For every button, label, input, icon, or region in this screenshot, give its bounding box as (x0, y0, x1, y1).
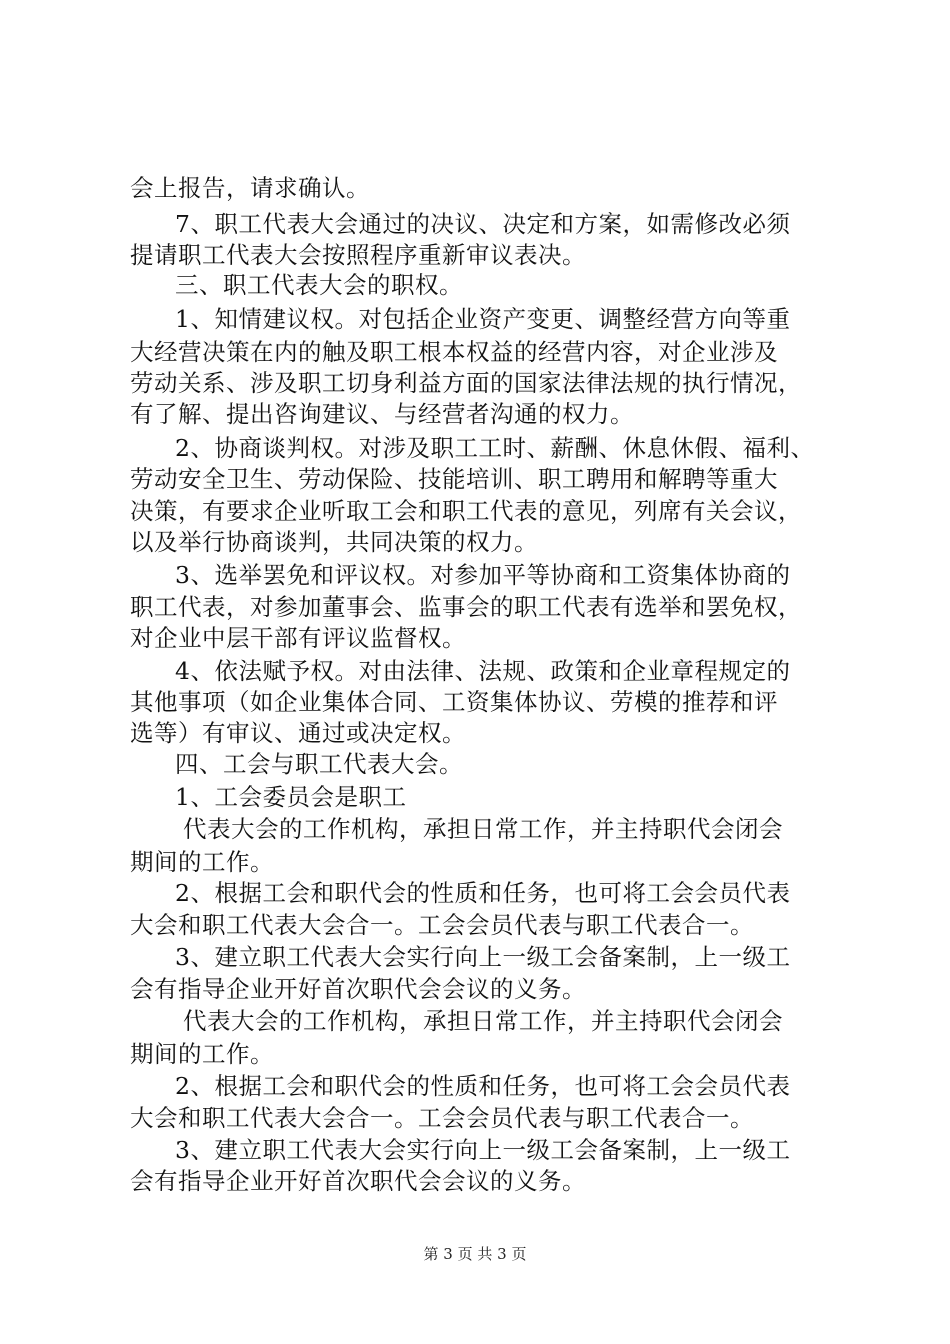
text-line: 其他事项（如企业集体合同、工资集体协议、劳模的推荐和评 (130, 688, 778, 716)
text-line: 对企业中层干部有评议监督权。 (130, 624, 466, 652)
text-line: 有了解、提出咨询建议、与经营者沟通的权力。 (130, 400, 634, 428)
text-line: 会有指导企业开好首次职代会会议的义务。 (130, 1167, 586, 1195)
text-line: 会上报告，请求确认。 (130, 174, 370, 202)
text-line: 2、协商谈判权。对涉及职工工时、薪酬、休息休假、福利、 (175, 434, 815, 462)
text-line: 3、选举罢免和评议权。对参加平等协商和工资集体协商的 (175, 561, 791, 589)
text-line: 选等）有审议、通过或决定权。 (130, 719, 466, 747)
text-line: 期间的工作。 (130, 848, 274, 876)
section-heading: 四、工会与职工代表大会。 (175, 750, 463, 778)
text-line: 以及举行协商谈判，共同决策的权力。 (130, 528, 538, 556)
text-line: 1、工会委员会是职工 (175, 783, 407, 811)
page-number: 第 3 页 共 3 页 (423, 1245, 527, 1263)
text-line: 期间的工作。 (130, 1040, 274, 1068)
text-line: 会有指导企业开好首次职代会会议的义务。 (130, 975, 586, 1003)
text-line: 2、根据工会和职代会的性质和任务，也可将工会会员代表 (175, 1072, 791, 1100)
text-line: 大会和职工代表大会合一。工会会员代表与职工代表合一。 (130, 911, 754, 939)
text-line: 4、依法赋予权。对由法律、法规、政策和企业章程规定的 (175, 657, 791, 685)
text-line: 职工代表，对参加董事会、监事会的职工代表有选举和罢免权， (130, 593, 802, 621)
text-line: 提请职工代表大会按照程序重新审议表决。 (130, 241, 586, 269)
text-line: 代表大会的工作机构，承担日常工作，并主持职代会闭会 (183, 815, 783, 843)
text-line: 3、建立职工代表大会实行向上一级工会备案制，上一级工 (175, 1136, 791, 1164)
text-line: 决策，有要求企业听取工会和职工代表的意见，列席有关会议， (130, 497, 802, 525)
section-heading: 三、职工代表大会的职权。 (175, 271, 463, 299)
text-line: 大会和职工代表大会合一。工会会员代表与职工代表合一。 (130, 1104, 754, 1132)
text-line: 2、根据工会和职代会的性质和任务，也可将工会会员代表 (175, 879, 791, 907)
text-line: 大经营决策在内的触及职工根本权益的经营内容，对企业涉及 (130, 338, 778, 366)
text-line: 3、建立职工代表大会实行向上一级工会备案制，上一级工 (175, 943, 791, 971)
text-line: 劳动安全卫生、劳动保险、技能培训、职工聘用和解聘等重大 (130, 465, 778, 493)
text-line: 7、职工代表大会通过的决议、决定和方案，如需修改必须 (175, 210, 791, 238)
text-line: 代表大会的工作机构，承担日常工作，并主持职代会闭会 (183, 1007, 783, 1035)
text-line: 劳动关系、涉及职工切身利益方面的国家法律法规的执行情况， (130, 369, 802, 397)
text-line: 1、知情建议权。对包括企业资产变更、调整经营方向等重 (175, 305, 791, 333)
